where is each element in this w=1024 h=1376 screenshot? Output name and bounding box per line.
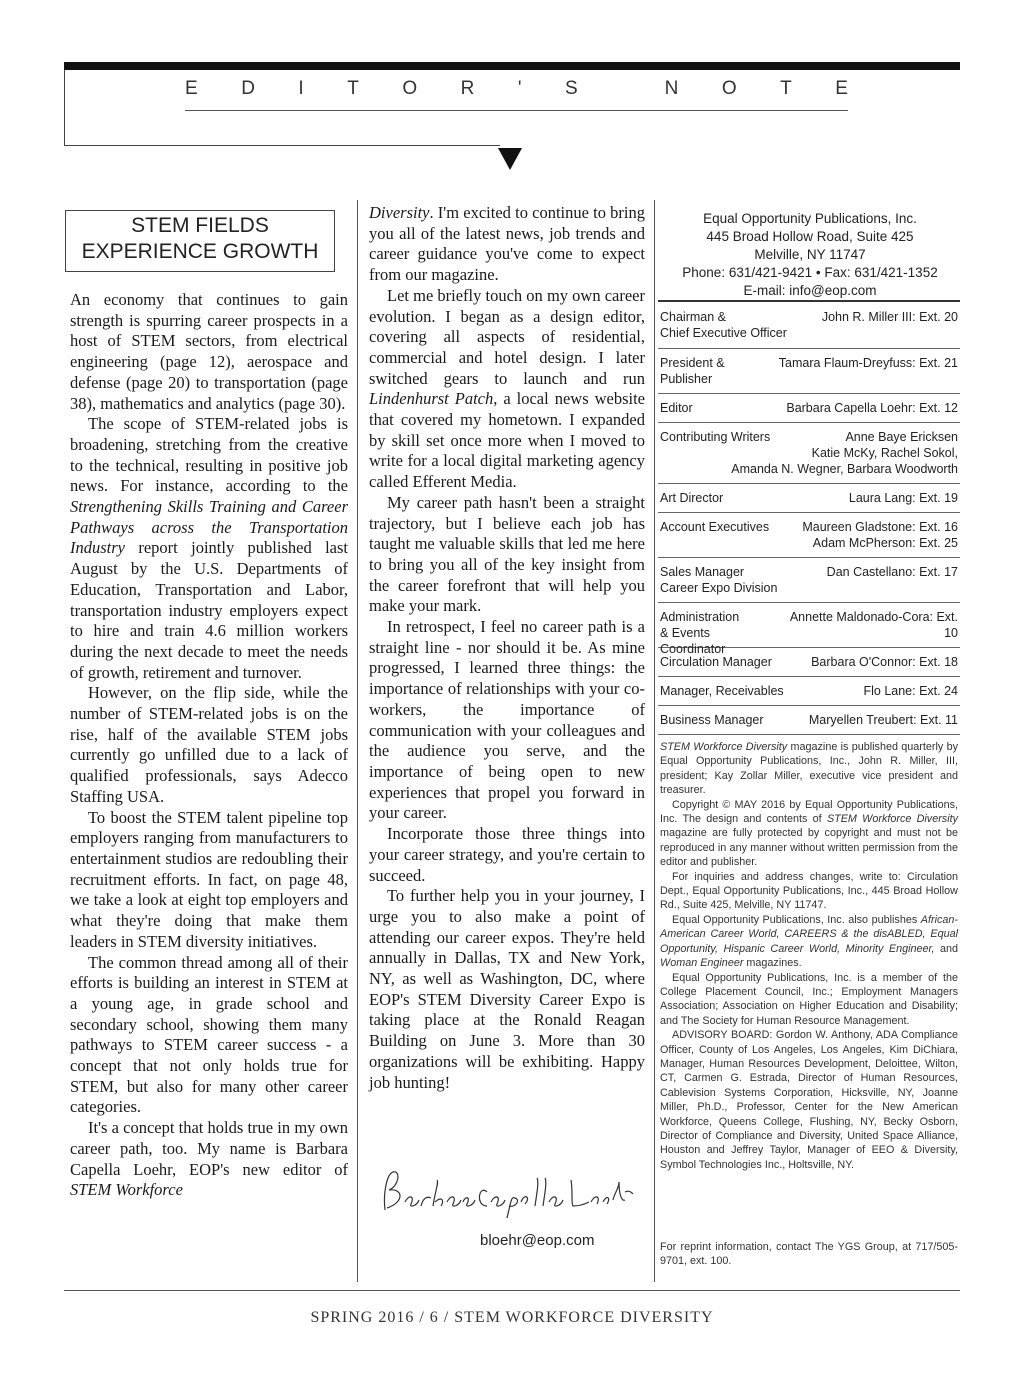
staff-row (658, 513, 960, 558)
staff-names: Flo Lane: Ext. 24 (863, 684, 958, 698)
paragraph: Incorporate those three things into your career strategy, and you're certain to succeed. (369, 824, 645, 885)
contact-email: E-mail: info@eop.com (743, 283, 877, 298)
address-line: Melville, NY 11747 (754, 247, 866, 262)
staff-row (658, 394, 960, 423)
title-letter: I (298, 78, 304, 99)
article-column-2 (369, 203, 645, 1093)
title-letter: N (664, 78, 679, 99)
title-letter: E (835, 78, 848, 99)
staff-role: Editor (660, 401, 693, 415)
page-footer: SPRING 2016 / 6 / STEM WORKFORCE DIVERSITY (310, 1309, 714, 1326)
staff-role: Art Director (660, 491, 724, 505)
column-divider (357, 200, 358, 1282)
staff-row (658, 558, 960, 603)
staff-role: Sales Manager Career Expo Division (660, 565, 778, 595)
company-name: Equal Opportunity Publications, Inc. (703, 211, 917, 226)
title-letter: D (241, 78, 255, 99)
staff-row (658, 603, 960, 656)
staff-names: Barbara Capella Loehr: Ext. 12 (786, 401, 958, 415)
staff-role: Contributing Writers (660, 430, 771, 444)
paragraph: To further help you in your journey, I urge you to also make a point of attending our career expos. They're held annually in Dallas, TX and New York, NY, as well as Washington, DC, where EOP's STEM Diversity Career Expo is taking place at the Ronald Reagan Building on June 3. More than 30 organizations will be exhibiting. Happy job hunting! (369, 886, 645, 1092)
title-letter: S (564, 78, 578, 99)
paragraph: An economy that continues to gain strength is spurring career prospects in a host of STEM sectors, from electrical engineering (page 12), aerospace and defense (page 20) to transportation (page 38), mathematics and analytics (page 30). (70, 290, 348, 413)
author-email: bloehr@eop.com (480, 1232, 595, 1249)
staff-role: President & Publisher (660, 356, 725, 386)
staff-names: Barbara O'Connor: Ext. 18 (811, 655, 958, 669)
staff-row (658, 484, 960, 513)
staff-names: Dan Castellano: Ext. 17 (826, 565, 958, 579)
paragraph: It's a concept that holds true in my own career path, too. My name is Barbara Capella Loehr, EOP's new editor of STEM Workforce (70, 1118, 348, 1200)
title-letter: T (347, 78, 359, 99)
fine-paragraph: Equal Opportunity Publications, Inc. is a member of the College Placement Council, Inc.; Employment Managers Association; Association on Higher Education and Disability; and The Society for Human Resource Management. (660, 971, 958, 1027)
paragraph: The common thread among all of their efforts is building an interest in STEM at a young age, in grade school and secondary school, showing them many pathways to STEM career success - a concept that not only holds true for STEM, but also for many other career categories. (70, 952, 348, 1117)
paragraph: The scope of STEM-related jobs is broadening, stretching from the creative to the technical, resulting in positive job news. For instance, according to the Strengthening Skills Training and Career Pathways across the Transportation Industry report jointly published last August by the U.S. Departments of Education, Transportation and Labor, transportation industry employers expect to hire and train 4.6 million workers during the next decade to meet the needs of growth, retirement and turnover. (70, 414, 348, 682)
staff-names: Maureen Gladstone: Ext. 16 Adam McPherson: Ext. 25 (802, 520, 958, 550)
column-divider (654, 200, 655, 1282)
masthead-rule (658, 300, 960, 302)
header-title-rule (185, 110, 848, 111)
phone-fax: Phone: 631/421-9421 • Fax: 631/421-1352 (682, 265, 938, 280)
headline-line: STEM FIELDS (131, 214, 269, 237)
paragraph: My career path hasn't been a straight trajectory, but I believe each job has taught me valuable skills that led me here to bring you all of the key insight from the career forefront that will help you make your mark. (369, 492, 645, 616)
reprint-info: For reprint information, contact The YGS Group, at 717/505-9701, ext. 100. (660, 1241, 958, 1268)
fine-paragraph: Copyright © MAY 2016 by Equal Opportunity Publications, Inc. The design and contents of STEM Workforce Diversity magazine are fully protected by copyright and must not be reproduced in any manner without written permission from the editor and publisher. (660, 798, 958, 869)
article-column-1 (70, 290, 348, 1201)
staff-list (658, 303, 960, 735)
paragraph: However, on the flip side, while the number of STEM-related jobs is on the rise, half of the available STEM jobs currently go unfilled due to a lack of qualified professionals, says Adecco Staffing USA. (70, 683, 348, 806)
title-letter: R (460, 78, 475, 99)
section-title (185, 78, 848, 100)
paragraph: Diversity. I'm excited to continue to bring you all of the latest news, job trends and career guidance you've come to expect from our magazine. (369, 203, 645, 285)
staff-names: Maryellen Treubert: Ext. 11 (808, 713, 958, 727)
title-letter: E (185, 78, 198, 99)
staff-names: Laura Lang: Ext. 19 (848, 491, 958, 505)
title-letter: O (402, 78, 418, 99)
staff-role: Account Executives (660, 520, 770, 534)
header-left-rule (64, 70, 65, 146)
staff-names: John R. Miller III: Ext. 20 (821, 310, 958, 324)
title-letter: ' (517, 78, 522, 99)
staff-names: Anne Baye Ericksen Katie McKy, Rachel Sokol, Amanda N. Wegner, Barbara Woodworth (731, 430, 958, 476)
publisher-info (660, 210, 960, 300)
header-bottom-rule (64, 145, 500, 146)
article-headline (65, 210, 335, 272)
staff-row (658, 423, 960, 484)
staff-role: Administration & Events Coordinator (660, 610, 740, 656)
staff-names: Tamara Flaum-Dreyfuss: Ext. 21 (778, 356, 958, 370)
staff-role: Chairman & Chief Executive Officer (660, 310, 787, 340)
fine-paragraph: ADVISORY BOARD: Gordon W. Anthony, ADA Compliance Officer, County of Los Angeles, Los Angeles, Kim DiChiara, Manager, Human Resources Development, Deloittee, Wilton, CT, Carmen G. Estrada, Director of Human Resources, Cablevision Systems Corporation, Hicksville, NY, Joanne Miller, Ph.D., Professor, Center for the New American Workforce, Queens College, Flushing, NY, Becky Osborn, Director of Compliance and Diversity, United Space Alliance, Houston and Jeffrey Taylor, Manager of EEO & Diversity, Symbol Technologies Inc., Holtsville, NY. (660, 1029, 958, 1171)
footer-rule (64, 1290, 960, 1291)
paragraph: Let me briefly touch on my own career evolution. I began as a design editor, covering all aspects of residential, commercial and hotel design. I later switched gears to launch and run Lindenhurst Patch, a local news website that covered my hometown. I expanded by skill set once more when I moved to write for a local digital marketing agency called Efferent Media. (369, 285, 645, 492)
staff-role: Manager, Receivables (660, 684, 784, 698)
staff-row (658, 303, 960, 349)
staff-names: Annette Maldonado-Cora: Ext. 10 (789, 610, 958, 640)
fine-paragraph: Equal Opportunity Publications, Inc. also publishes African-American Career World, CAREERS & the disABLED, Equal Opportunity, Hispanic Career World, Minority Engineer, and Woman Engineer magazines. (660, 913, 959, 970)
headline-line: EXPERIENCE GROWTH (81, 240, 319, 263)
staff-row (658, 677, 960, 706)
signature-image (375, 1162, 635, 1224)
paragraph: In retrospect, I feel no career path is a straight line - nor should it be. As mine progressed, I learned three things: the importance of relationships with your co-workers, the importance of communication with your colleagues and the audience you serve, and the importance of being open to new experiences that propel you forward in your career. (369, 617, 645, 823)
fine-paragraph: For inquiries and address changes, write to: Circulation Dept., Equal Opportunity Publications, Inc., 445 Broad Hollow Rd., Suite 425, Melville, NY 11747. (660, 870, 958, 912)
staff-row (658, 706, 960, 735)
staff-row (658, 349, 960, 394)
staff-role: Business Manager (660, 713, 764, 727)
fine-paragraph: STEM Workforce Diversity magazine is published quarterly by Equal Opportunity Publications, Inc., John R. Miller, III, president; Kay Zollar Miller, executive vice president and treasurer. (660, 741, 958, 797)
publication-fine-print (660, 740, 958, 1172)
title-letter: O (721, 78, 737, 99)
title-letter: T (780, 78, 792, 99)
address-line: 445 Broad Hollow Road, Suite 425 (706, 229, 914, 244)
staff-role: Circulation Manager (660, 655, 772, 669)
paragraph: To boost the STEM talent pipeline top employers ranging from manufacturers to entertainment studios are redoubling their recruitment efforts. In fact, on page 48, we take a look at eight top employers and what they're doing that make them leaders in STEM diversity initiatives. (70, 807, 348, 951)
triangle-down-icon (498, 148, 522, 170)
header-top-bar (64, 62, 960, 70)
